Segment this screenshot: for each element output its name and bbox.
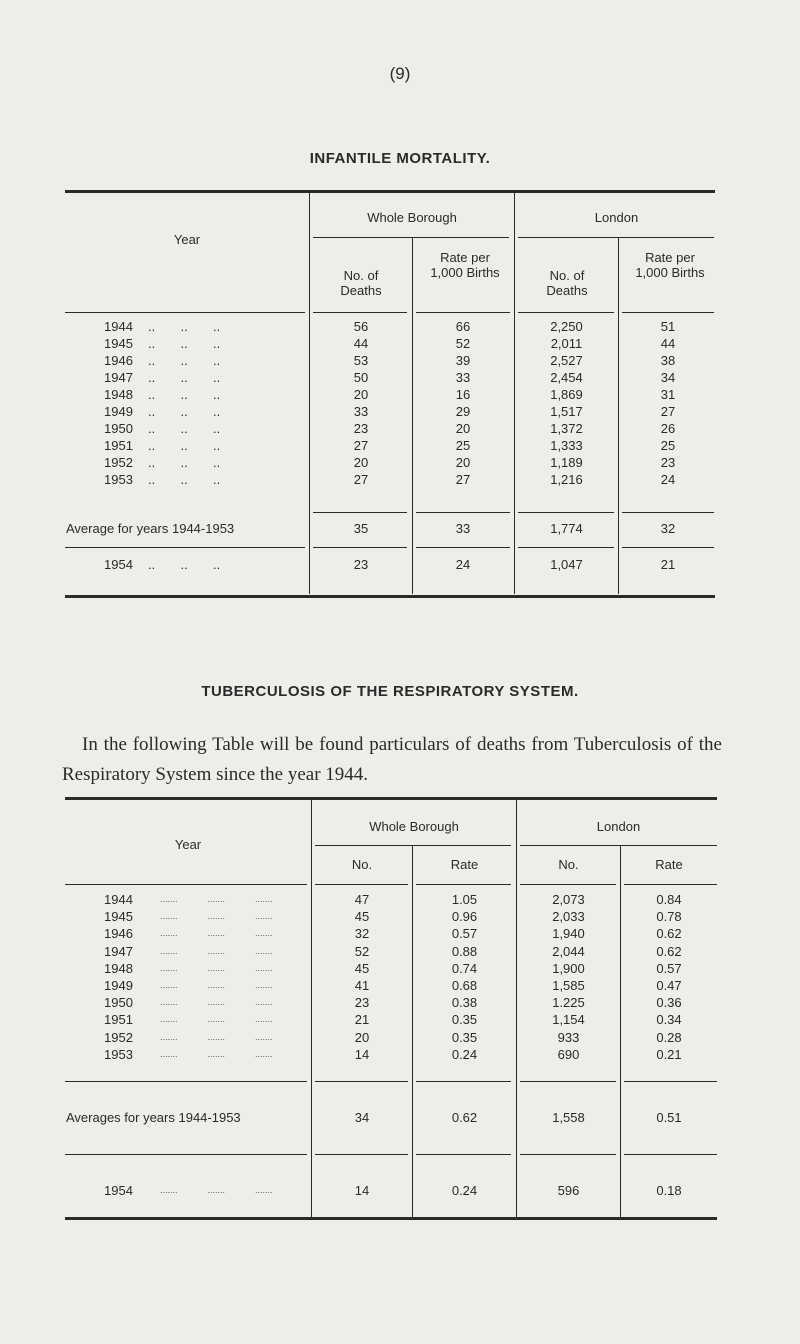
table2-cell: 23 bbox=[354, 995, 370, 1010]
table1-rule bbox=[518, 547, 614, 548]
table2-cell: 0.78 bbox=[656, 909, 682, 924]
table2-cell: 0.84 bbox=[656, 892, 682, 907]
table1-row-year: 1951 bbox=[104, 438, 133, 453]
table1-rule bbox=[313, 237, 509, 238]
leader-dots: ....... ....... ....... bbox=[160, 997, 273, 1007]
leader-dots: .. .. .. bbox=[148, 319, 221, 334]
table1-cell: 51 bbox=[660, 319, 676, 334]
table1-cell: 34 bbox=[660, 370, 676, 385]
table2-cell: 933 bbox=[557, 1030, 580, 1045]
table1-rule bbox=[416, 512, 510, 513]
table2-cell: 0.96 bbox=[451, 909, 478, 924]
table2-cell: 0.62 bbox=[656, 944, 682, 959]
table1-row-year: 1948 bbox=[104, 387, 133, 402]
table2-cell: 52 bbox=[354, 944, 370, 959]
table2-cell: 1,154 bbox=[552, 1012, 585, 1027]
table1-cell: 1,189 bbox=[550, 455, 583, 470]
table1-rule bbox=[313, 312, 407, 313]
table2-cell: 0.28 bbox=[656, 1030, 682, 1045]
table2-row-year: 1952 bbox=[104, 1030, 133, 1045]
leader-dots: ....... ....... ....... bbox=[160, 1049, 273, 1059]
table1-cell: 25 bbox=[660, 438, 676, 453]
table1-cell: 1,216 bbox=[550, 472, 583, 487]
table2-cell: 2,073 bbox=[552, 892, 585, 907]
leader-dots: .. .. .. bbox=[148, 438, 221, 453]
table1-cell: 29 bbox=[455, 404, 471, 419]
table1-header-rate: Rate per 1,000 Births bbox=[635, 250, 705, 280]
leader-dots: .. .. .. bbox=[148, 557, 221, 572]
table1-cell: 23 bbox=[660, 455, 676, 470]
leader-dots: .. .. .. bbox=[148, 336, 221, 351]
table2-cell: 45 bbox=[354, 909, 370, 924]
table2-cell: 0.57 bbox=[451, 926, 478, 941]
table1-rule bbox=[313, 512, 407, 513]
table1-cell: 2,454 bbox=[550, 370, 583, 385]
table1-cell: 23 bbox=[353, 421, 369, 436]
table1-cell: 31 bbox=[660, 387, 676, 402]
table2-rule bbox=[416, 1154, 511, 1155]
table2-cell: 21 bbox=[354, 1012, 370, 1027]
table1-rule bbox=[416, 547, 510, 548]
table2-average-cell: 1,558 bbox=[552, 1110, 585, 1125]
table1-cell: 39 bbox=[455, 353, 471, 368]
leader-dots: ....... ....... ....... bbox=[160, 1185, 273, 1195]
table2-cell: 47 bbox=[354, 892, 370, 907]
table2-cell: 0.35 bbox=[451, 1012, 478, 1027]
table1-average-cell: 32 bbox=[660, 521, 676, 536]
table2-cell: 41 bbox=[354, 978, 370, 993]
table1-cell: 52 bbox=[455, 336, 471, 351]
table1-header-deaths: No. of Deaths bbox=[546, 268, 588, 298]
table1-header-deaths: No. of Deaths bbox=[340, 268, 382, 298]
table1-cell: 38 bbox=[660, 353, 676, 368]
table1-rule bbox=[416, 312, 510, 313]
table2-cell: 0.47 bbox=[656, 978, 682, 993]
table2-row-year: 1944 bbox=[104, 892, 133, 907]
table2-row-year: 1945 bbox=[104, 909, 133, 924]
leader-dots: ....... ....... ....... bbox=[160, 1032, 273, 1042]
table2-average-cell: 0.62 bbox=[451, 1110, 478, 1125]
table2-cell: 0.38 bbox=[451, 995, 478, 1010]
table2-rule bbox=[520, 845, 717, 846]
table2-rule bbox=[520, 884, 616, 885]
table2-rule bbox=[65, 1154, 307, 1155]
table1-year-header: Year bbox=[173, 232, 201, 247]
table2-rule bbox=[315, 1154, 408, 1155]
table1-row-year: 1953 bbox=[104, 472, 133, 487]
table2-rule bbox=[315, 884, 408, 885]
table1-cell: 44 bbox=[353, 336, 369, 351]
table1-cell: 1,869 bbox=[550, 387, 583, 402]
table1-cell: 27 bbox=[660, 404, 676, 419]
table1-average-label: Average for years 1944-1953 bbox=[66, 521, 235, 536]
table2-cell: 1,585 bbox=[552, 978, 585, 993]
table1-cell: 27 bbox=[353, 438, 369, 453]
table2-rule bbox=[65, 1081, 307, 1082]
leader-dots: ....... ....... ....... bbox=[160, 980, 273, 990]
table1-cell: 16 bbox=[455, 387, 471, 402]
table2-row-year: 1953 bbox=[104, 1047, 133, 1062]
table1-cell: 33 bbox=[455, 370, 471, 385]
table2-title: TUBERCULOSIS OF THE RESPIRATORY SYSTEM. bbox=[201, 683, 579, 700]
table1-row-year: 1952 bbox=[104, 455, 133, 470]
table2-cell: 0.88 bbox=[451, 944, 478, 959]
table2-cell: 1.225 bbox=[552, 995, 585, 1010]
table1-cell: 1,517 bbox=[550, 404, 583, 419]
table2-header-no: No. bbox=[351, 857, 373, 872]
table1-cell: 56 bbox=[353, 319, 369, 334]
table2-cell: 32 bbox=[354, 926, 370, 941]
table2-rule bbox=[416, 884, 511, 885]
table1-current-cell: 1,047 bbox=[550, 557, 583, 572]
table2-cell: 1,940 bbox=[552, 926, 585, 941]
table1-cell: 24 bbox=[660, 472, 676, 487]
table1-cell: 27 bbox=[455, 472, 471, 487]
table2-rule bbox=[624, 1154, 717, 1155]
table2-cell: 0.57 bbox=[656, 961, 682, 976]
leader-dots: .. .. .. bbox=[148, 353, 221, 368]
table2-current-cell: 0.18 bbox=[656, 1183, 682, 1198]
table2-row-year: 1948 bbox=[104, 961, 133, 976]
table1-top-rule bbox=[65, 190, 715, 193]
table1-row-year: 1950 bbox=[104, 421, 133, 436]
table1-row-year: 1946 bbox=[104, 353, 133, 368]
table1-rule bbox=[622, 512, 714, 513]
leader-dots: .. .. .. bbox=[148, 421, 221, 436]
table2-intro: In the following Table will be found particulars of deaths from Tuberculosis of the Respiratory System since the year 1944. bbox=[62, 734, 722, 785]
table1-average-cell: 1,774 bbox=[550, 521, 583, 536]
table1-row-year: 1949 bbox=[104, 404, 133, 419]
table1-rule bbox=[622, 312, 714, 313]
table1-cell: 44 bbox=[660, 336, 676, 351]
table1-rule bbox=[65, 547, 305, 548]
table1-cell: 26 bbox=[660, 421, 676, 436]
table1-bottom-rule bbox=[65, 595, 715, 598]
table1-cell: 20 bbox=[353, 387, 369, 402]
table1-group-london: London bbox=[594, 210, 639, 225]
table1-current-year: 1954 bbox=[104, 557, 133, 572]
table2-rule bbox=[315, 845, 511, 846]
table1-cell: 20 bbox=[455, 421, 471, 436]
leader-dots: ....... ....... ....... bbox=[160, 911, 273, 921]
table1-cell: 33 bbox=[353, 404, 369, 419]
table1-header-rate: Rate per 1,000 Births bbox=[430, 250, 500, 280]
table1-cell: 50 bbox=[353, 370, 369, 385]
leader-dots: ....... ....... ....... bbox=[160, 963, 273, 973]
table1-rule bbox=[518, 512, 614, 513]
table2-header-rate: Rate bbox=[450, 857, 479, 872]
table2-cell: 2,044 bbox=[552, 944, 585, 959]
table2-cell: 0.62 bbox=[656, 926, 682, 941]
table1-rule bbox=[622, 547, 714, 548]
table1-cell: 53 bbox=[353, 353, 369, 368]
table2-row-year: 1949 bbox=[104, 978, 133, 993]
table2-rule bbox=[65, 884, 307, 885]
table1-current-cell: 24 bbox=[455, 557, 471, 572]
table2-cell: 0.68 bbox=[451, 978, 478, 993]
table2-cell: 2,033 bbox=[552, 909, 585, 924]
table1-cell: 27 bbox=[353, 472, 369, 487]
leader-dots: .. .. .. bbox=[148, 455, 221, 470]
table2-average-cell: 0.51 bbox=[656, 1110, 682, 1125]
table2-cell: 1.05 bbox=[451, 892, 478, 907]
leader-dots: ....... ....... ....... bbox=[160, 1014, 273, 1024]
table2-average-label: Averages for years 1944-1953 bbox=[66, 1110, 241, 1125]
table2-average-cell: 34 bbox=[354, 1110, 370, 1125]
table1-row-year: 1947 bbox=[104, 370, 133, 385]
table2-bottom-rule bbox=[65, 1217, 717, 1220]
table2-rule bbox=[520, 1081, 616, 1082]
table1-average-cell: 33 bbox=[455, 521, 471, 536]
leader-dots: ....... ....... ....... bbox=[160, 946, 273, 956]
table2-rule bbox=[624, 1081, 717, 1082]
leader-dots: .. .. .. bbox=[148, 472, 221, 487]
table1-row-year: 1945 bbox=[104, 336, 133, 351]
leader-dots: ....... ....... ....... bbox=[160, 928, 273, 938]
table2-cell: 690 bbox=[557, 1047, 580, 1062]
leader-dots: .. .. .. bbox=[148, 387, 221, 402]
table1-average-cell: 35 bbox=[353, 521, 369, 536]
table2-cell: 0.74 bbox=[451, 961, 478, 976]
leader-dots: ....... ....... ....... bbox=[160, 894, 273, 904]
table1-row-year: 1944 bbox=[104, 319, 133, 334]
table2-cell: 0.21 bbox=[656, 1047, 682, 1062]
table1-current-cell: 21 bbox=[660, 557, 676, 572]
table1-group-whole-borough: Whole Borough bbox=[367, 210, 457, 225]
leader-dots: .. .. .. bbox=[148, 404, 221, 419]
table1-rule bbox=[518, 312, 614, 313]
table2-current-year: 1954 bbox=[104, 1183, 133, 1198]
table1-cell: 2,011 bbox=[550, 336, 583, 351]
table2-row-year: 1950 bbox=[104, 995, 133, 1010]
leader-dots: .. .. .. bbox=[148, 370, 221, 385]
table2-cell: 14 bbox=[354, 1047, 370, 1062]
table1-cell: 66 bbox=[455, 319, 471, 334]
table2-row-year: 1951 bbox=[104, 1012, 133, 1027]
table1-cell: 1,372 bbox=[550, 421, 583, 436]
table1-cell: 1,333 bbox=[550, 438, 583, 453]
table1-cell: 20 bbox=[455, 455, 471, 470]
table2-cell: 45 bbox=[354, 961, 370, 976]
page-number: (9) bbox=[389, 64, 411, 83]
table2-top-rule bbox=[65, 797, 717, 800]
table2-current-cell: 596 bbox=[557, 1183, 580, 1198]
table1-cell: 2,527 bbox=[550, 353, 583, 368]
table2-header-rate: Rate bbox=[655, 857, 683, 872]
table2-header-no: No. bbox=[558, 857, 579, 872]
table1-cell: 2,250 bbox=[550, 319, 583, 334]
table2-current-cell: 0.24 bbox=[451, 1183, 478, 1198]
table1-cell: 20 bbox=[353, 455, 369, 470]
table2-rule bbox=[315, 1081, 408, 1082]
table2-rule bbox=[416, 1081, 511, 1082]
table2-cell: 0.24 bbox=[451, 1047, 478, 1062]
table1-rule bbox=[518, 237, 714, 238]
table1-title: INFANTILE MORTALITY. bbox=[309, 150, 491, 167]
table1-rule bbox=[313, 547, 407, 548]
table2-rule bbox=[624, 884, 717, 885]
table2-cell: 0.34 bbox=[656, 1012, 682, 1027]
table2-row-year: 1946 bbox=[104, 926, 133, 941]
table2-row-year: 1947 bbox=[104, 944, 133, 959]
table2-rule bbox=[520, 1154, 616, 1155]
table2-cell: 0.35 bbox=[451, 1030, 478, 1045]
table2-group-whole-borough: Whole Borough bbox=[369, 819, 459, 834]
table2-cell: 20 bbox=[354, 1030, 370, 1045]
table2-group-london: London bbox=[596, 819, 641, 834]
table1-cell: 25 bbox=[455, 438, 471, 453]
table2-year-header: Year bbox=[174, 837, 202, 852]
table1-rule bbox=[65, 312, 305, 313]
table1-current-cell: 23 bbox=[353, 557, 369, 572]
table2-current-cell: 14 bbox=[354, 1183, 370, 1198]
table2-cell: 1,900 bbox=[552, 961, 585, 976]
table2-cell: 0.36 bbox=[656, 995, 682, 1010]
